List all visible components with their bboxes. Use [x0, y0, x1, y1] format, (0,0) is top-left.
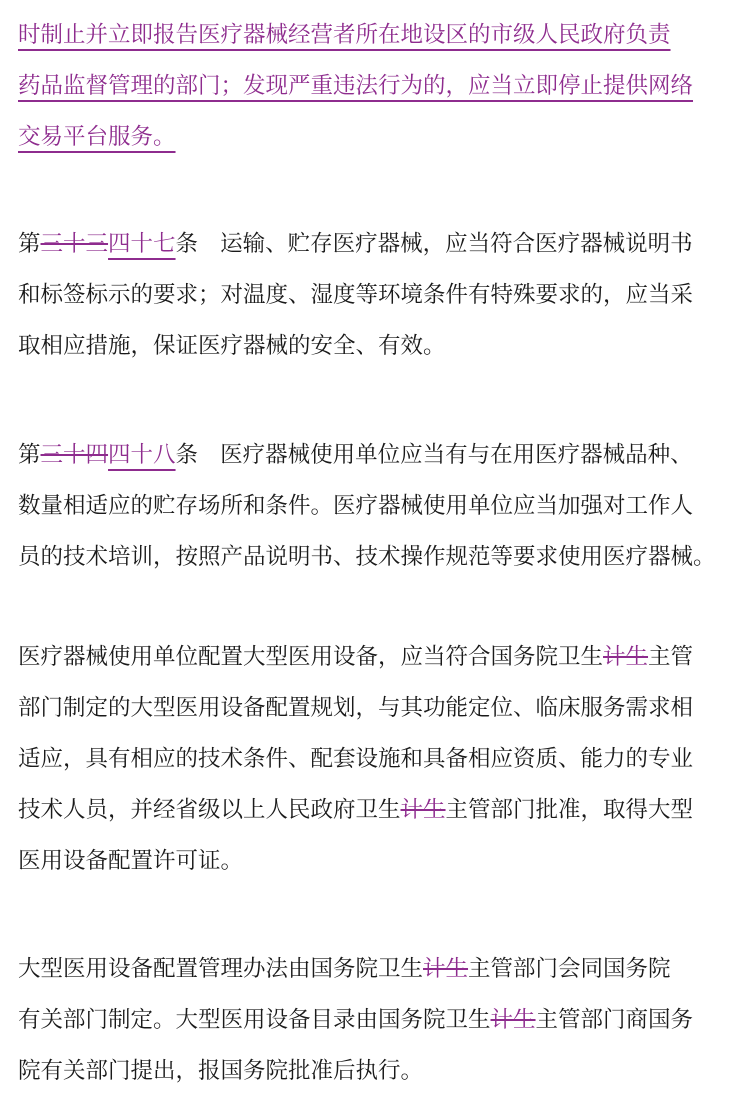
text-segment: 有关部门制定。大型医用设备目录由国务院卫生 [18, 1007, 491, 1033]
text-line [18, 219, 738, 270]
text-line: 数量相适应的贮存场所和条件。医疗器械使用单位应当加强对工作人 [18, 493, 694, 519]
text-line: 适应，具有相应的技术条件、配套设施和具备相应资质、能力的专业 [18, 746, 694, 772]
text-segment: 大型医用设备配置管理办法由国务院卫生 [18, 956, 424, 982]
text-line [18, 10, 738, 61]
text-line: 员的技术培训，按照产品说明书、技术操作规范等要求使用医疗器械。 [18, 544, 716, 570]
inserted-article-number: 四十八 [108, 442, 176, 468]
text-segment: 医疗器械使用单位配置大型医用设备，应当符合国务院卫生 [18, 644, 604, 670]
article-suffix: 条 [175, 442, 199, 468]
deleted-text: 计生 [490, 1007, 536, 1033]
article-47 [18, 219, 738, 372]
text-line [18, 995, 738, 1046]
paragraph-management-measures [18, 944, 738, 1097]
inserted-text: 交易平台服务。 [18, 124, 176, 150]
deleted-article-number: 三十三 [40, 231, 109, 257]
text-line [18, 944, 738, 995]
text-segment: 主管部门批准，取得大型 [445, 797, 694, 823]
deleted-text: 计生 [423, 956, 469, 982]
text-segment: 主管部门商国务 [535, 1007, 694, 1033]
text-segment: 主管部门会同国务院 [468, 956, 671, 982]
article-prefix: 第 [18, 231, 41, 257]
article-text: 运输、贮存医疗器械，应当符合医疗器械说明书 [220, 231, 693, 257]
text-line [18, 61, 738, 112]
deleted-text: 计生 [603, 644, 649, 670]
article-48 [18, 430, 738, 583]
text-line: 取相应措施，保证医疗器械的安全、有效。 [18, 333, 446, 359]
text-line: 和标签标示的要求；对温度、湿度等环境条件有特殊要求的，应当采 [18, 282, 694, 308]
paragraph-platform-duty [18, 10, 738, 163]
deleted-article-number: 三十四 [40, 442, 109, 468]
article-suffix: 条 [175, 231, 199, 257]
text-segment: 主管 [648, 644, 694, 670]
text-line [18, 632, 738, 683]
text-line: 院有关部门提出，报国务院批准后执行。 [18, 1058, 424, 1084]
article-text: 医疗器械使用单位应当有与在用医疗器械品种、 [220, 442, 693, 468]
text-line: 部门制定的大型医用设备配置规划，与其功能定位、临床服务需求相 [18, 695, 694, 721]
text-line [18, 112, 738, 163]
article-prefix: 第 [18, 442, 41, 468]
text-line [18, 785, 738, 836]
paragraph-large-equipment [18, 632, 738, 887]
text-line: 医用设备配置许可证。 [18, 848, 244, 874]
text-line [18, 430, 738, 481]
inserted-text: 药品监督管理的部门；发现严重违法行为的，应当立即停止提供网络 [18, 73, 694, 99]
inserted-text: 时制止并立即报告医疗器械经营者所在地设区的市级人民政府负责 [18, 22, 671, 48]
text-segment: 技术人员，并经省级以上人民政府卫生 [18, 797, 401, 823]
deleted-text: 计生 [400, 797, 446, 823]
inserted-article-number: 四十七 [108, 231, 176, 257]
